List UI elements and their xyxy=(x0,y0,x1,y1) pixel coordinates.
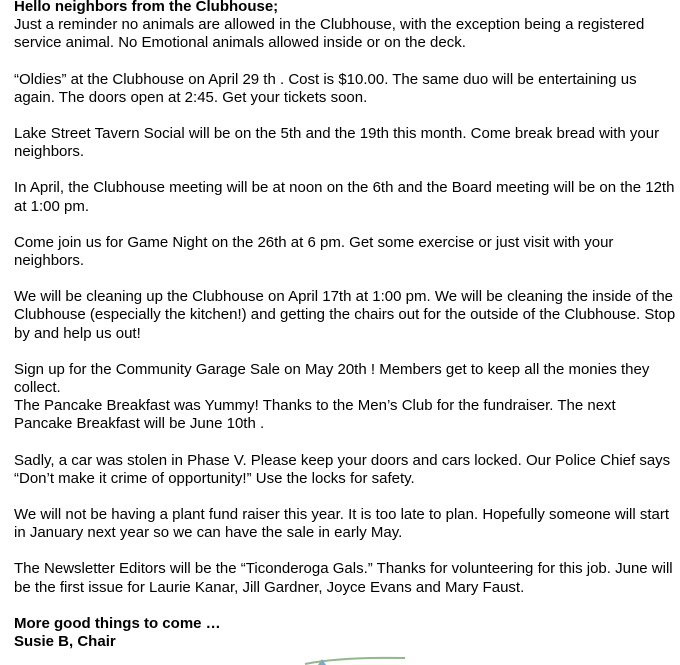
paragraph-cleanup: We will be cleaning up the Clubhouse on April 17th at 1:00 pm. We will be cleaning the inside of the Clubhouse (especially the kitchen!) and getting the chairs out for the outside of the Clubhouse. Stop by and help us out! xyxy=(14,288,676,342)
paragraph-plant-fund: We will not be having a plant fund raiser this year. It is too late to plan. Hopefully someone will start in January next year so we can have the sale in early May. xyxy=(14,506,670,542)
closing-line: More good things to come … xyxy=(14,614,221,632)
greeting-heading: Hello neighbors from the Clubhouse; xyxy=(14,0,279,15)
paragraph-oldies-event: “Oldies” at the Clubhouse on April 29 th . Cost is $10.00. The same duo will be entertaining us again. The doors open at 2:45. Get your tickets soon. xyxy=(14,70,637,106)
paragraph-game-night: Come join us for Game Night on the 26th at 6 pm. Get some exercise or just visit with your neighbors. xyxy=(14,233,614,270)
paragraph-car-stolen: Sadly, a car was stolen in Phase V. Please keep your doors and cars locked. Our Police Chief says “Don’t make it crime of opportunity!” Use the locks for safety. xyxy=(14,451,671,487)
signature-line: Susie B, Chair xyxy=(14,633,116,651)
paragraph-meetings: In April, the Clubhouse meeting will be at noon on the 6th and the Board meeting will be on the 12th at 1:00 pm. xyxy=(14,179,675,215)
paragraph-service-animals: Just a reminder no animals are allowed in the Clubhouse, with the exception being a registered service animal. No Emotional animals allowed inside or on the deck. xyxy=(14,16,645,52)
paragraph-newsletter-editors: The Newsletter Editors will be the “Ticonderoga Gals.” Thanks for volunteering for this job. June will be the first issue for Laurie Kanar, Jill Gardner, Joyce Evans and Mary Faust. xyxy=(14,560,673,596)
newsletter-body xyxy=(14,0,678,651)
decorative-swoosh-icon xyxy=(300,655,410,665)
paragraph-pancake-breakfast: The Pancake Breakfast was Yummy! Thanks to the Men’s Club for the fundraiser. The next Pancake Breakfast will be June 10th . xyxy=(14,397,616,433)
paragraph-garage-sale: Sign up for the Community Garage Sale on May 20th ! Members get to keep all the monies they collect. xyxy=(14,360,650,397)
paragraph-tavern-social: Lake Street Tavern Social will be on the 5th and the 19th this month. Come break bread with your neighbors. xyxy=(14,125,660,161)
